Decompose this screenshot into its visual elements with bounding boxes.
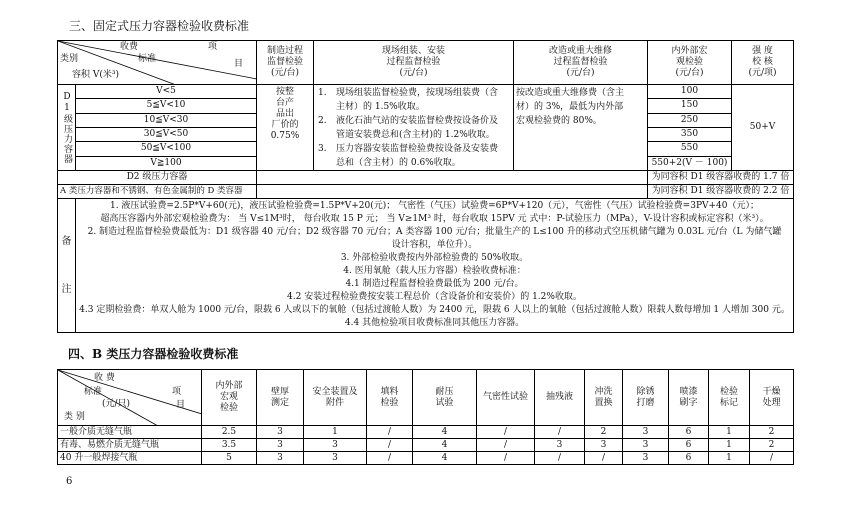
b-cell: 3: [623, 439, 669, 452]
vol-range: 50≦V<100: [76, 142, 257, 156]
b-cell: 6: [669, 426, 709, 439]
site-item-text: 现场组装监督检验费，按现场组装费（含 主材）的 1.5%收取。: [336, 88, 499, 112]
b-cell: 3: [585, 439, 623, 452]
b-row-name: 40 升一般焊接气瓶: [58, 452, 202, 465]
b-cell: /: [477, 439, 535, 452]
section-4-title: 四、B 类压力容器检验收费标准: [68, 347, 239, 361]
b-diag-standard: 标准: [84, 387, 103, 397]
page-number: 6: [66, 476, 73, 487]
notes-label: 备 注: [58, 199, 76, 333]
b-cell: 1: [709, 452, 750, 465]
notes-content: [76, 199, 794, 333]
header-diagonal-cell: [58, 41, 257, 85]
b-cell: /: [535, 452, 585, 465]
b-diag-item: 项: [172, 387, 182, 397]
note-line: 4.4 其他检验项目收费标准同其他压力容器。: [344, 318, 525, 328]
macro-fee: 550+2(V － 100): [648, 156, 732, 170]
b-diag-fee: 收 费: [94, 373, 115, 383]
note-line: 设计容积，单位升）。: [391, 240, 478, 250]
macro-fee: 150: [648, 99, 732, 113]
b-cell: 3: [257, 426, 304, 439]
diag-label-fee: 收费: [120, 42, 139, 52]
b-cell: 2.5: [202, 426, 257, 439]
b-col-header: 填料 检验: [367, 370, 413, 426]
b-cell: /: [477, 426, 535, 439]
vol-range: V<5: [76, 85, 257, 99]
b-cell: 3: [257, 452, 304, 465]
diag-label-mu: 目: [234, 59, 244, 69]
b-cell: 4: [413, 439, 477, 452]
b-cell: 4: [413, 426, 477, 439]
col-renovation: 改造或重大维修 过程监督检验 (元/台): [514, 41, 648, 85]
item-num: 2.: [318, 116, 327, 126]
section-3-title: 三、固定式压力容器检验收费标准: [69, 19, 250, 33]
note-line: 4.3 定期检验费：单双人舱为 1000 元/台，限载 6 人或以下的氧舱（包括过渡舱人数）为 2400 元，限载 6 人以上的氧舱（包括过渡舱人数）限载人数每增加 1 人增加 300 元。: [79, 305, 790, 315]
b-cell: /: [367, 452, 413, 465]
b-cell: 3: [304, 439, 367, 452]
item-num: 3.: [318, 144, 327, 154]
b-cell: 2: [585, 426, 623, 439]
strength-fee: 50+V: [732, 85, 794, 171]
b-col-header: 安全装置及 附件: [304, 370, 367, 426]
site-install-fee-cell: [314, 85, 514, 171]
note-line: 超高压容器内外部宏观检验费为： 当 V≤1M³时， 每台收取 15 P 元； 当 V≥1M³ 时，每台收取 15PV 元 式中：P-试验压力（MPa），V-设计容积或标定容积（米³）。: [100, 214, 769, 224]
b-cell: /: [367, 439, 413, 452]
col-site-install: 现场组装、安装 过程监督检验 (元/台): [314, 41, 514, 85]
b-diag-unit: (元/只): [102, 399, 131, 409]
b-cell: /: [477, 452, 535, 465]
b-col-header: 喷漆 刷字: [669, 370, 709, 426]
b-cell: 4: [413, 452, 477, 465]
b-diag-mu: 目: [176, 400, 186, 410]
diag-label-volume: 容积 V(米³): [72, 70, 119, 80]
b-cell: /: [535, 426, 585, 439]
b-cell: 2: [750, 439, 794, 452]
b-col-header: 检验 标记: [709, 370, 750, 426]
b-cell: 5: [202, 452, 257, 465]
d2-vessel-label: D2 级压力容器: [58, 171, 257, 185]
b-row-name: 一般介质无缝气瓶: [58, 426, 202, 439]
site-install-items: [316, 86, 511, 170]
b-cell: 1: [709, 439, 750, 452]
b-cell: 1: [709, 426, 750, 439]
col-fabrication: 制造过程 监督检验 (元/台): [257, 41, 314, 85]
item-num: 1.: [318, 88, 327, 98]
b-cell: 1: [304, 426, 367, 439]
macro-fee: 250: [648, 113, 732, 127]
note-line: 1. 液压试验费=2.5P*V+60(元)，液压试验检验费=1.5P*V+20(元)； 气密性（气压）试验费=6P*V+120（元），气密性（气压）试验检验费=3PV+40（元）；: [109, 201, 760, 211]
fixed-vessel-fee-table: [57, 40, 794, 333]
d2-fee-value: 为同容积 D1 级容器收费的 1.7 倍: [648, 171, 794, 185]
note-line: 3. 外部检验收费按内外部检验费的 50%收取。: [340, 253, 529, 263]
diag-label-standard: 标准: [138, 54, 157, 64]
b-diag-category: 类 别: [64, 412, 85, 422]
b-header-diagonal-cell: [58, 370, 202, 426]
b-cell: 3: [257, 439, 304, 452]
col-macro-inspection: 内外部宏 观检验 (元/台): [648, 41, 732, 85]
b-col-header: 壁厚 测定: [257, 370, 304, 426]
col-strength-check: 强 度 校 核 (元/项): [732, 41, 794, 85]
a-blank: [257, 185, 648, 199]
macro-fee: 350: [648, 127, 732, 141]
diag-label-category: 类别: [60, 54, 79, 64]
note-line: 4. 医用氧舱（载人压力容器）检验收费标准：: [343, 266, 526, 276]
vol-range: 10≦V<30: [76, 113, 257, 127]
b-row-name: 有毒、易燃介质无缝气瓶: [58, 439, 202, 452]
b-cell: /: [750, 452, 794, 465]
b-col-header: 耐压 试验: [413, 370, 477, 426]
b-col-header: 干燥 处理: [750, 370, 794, 426]
b-cell: 3: [304, 452, 367, 465]
note-line: 4.2 安装过程检验费按安装工程总价（含设备价和安装价）的 1.2%收取。: [287, 292, 582, 302]
b-cell: /: [585, 452, 623, 465]
d2-blank: [257, 171, 648, 185]
b-col-header: 气密性试验: [477, 370, 535, 426]
b-cell: 3.5: [202, 439, 257, 452]
b-col-header: 内外部 宏观 检验: [202, 370, 257, 426]
b-vessel-fee-table: [57, 369, 794, 465]
b-cell: 6: [669, 452, 709, 465]
b-cell: /: [367, 426, 413, 439]
b-cell: 3: [623, 426, 669, 439]
site-item-text: 压力容器安装监督检验费按设备及安装费 总和（含主材）的 0.6%收取。: [336, 144, 499, 168]
b-cell: 6: [669, 439, 709, 452]
diag-label-item: 项: [208, 42, 218, 52]
vol-range: V≧100: [76, 156, 257, 170]
note-line: 2. 制造过程监督检验费最低为：D1 级容器 40 元/台；D2 级容器 70 元/台；A 类容器 100 元/台；批量生产的 L≤100 升的移动式空压机储气罐为 0.03L 元/台（L 为储气罐: [87, 227, 782, 237]
a-vessel-label: A 类压力容器和不锈钢、有色金属制的 D 类容器: [58, 185, 257, 199]
b-cell: 3: [535, 439, 585, 452]
d1-vessel-label: D1级压力容器: [58, 85, 76, 171]
fabrication-fee-text: 按整 台产 品出 厂价的 0.75%: [257, 85, 314, 171]
vol-range: 30≦V<50: [76, 127, 257, 141]
vol-range: 5≦V<10: [76, 99, 257, 113]
site-item-text: 液化石油气站的安装监督检费按设备价及 管道安装费总和(含主材)的 1.2%收取。: [336, 116, 499, 140]
b-col-header: 抽残液: [535, 370, 585, 426]
note-line: 4.1 制造过程监督检验费最低为 200 元/台。: [345, 279, 524, 289]
macro-fee: 100: [648, 85, 732, 99]
renovation-fee-text: 按改造或重大维修费（含主 材）的 3%，最低为内外部 宏观检验费的 80%。: [514, 85, 648, 171]
a-fee-value: 为同容积 D1 级容器收费的 2.2 倍: [648, 185, 794, 199]
b-cell: 2: [750, 426, 794, 439]
b-col-header: 除锈 打磨: [623, 370, 669, 426]
b-cell: 3: [623, 452, 669, 465]
macro-fee: 550: [648, 142, 732, 156]
b-col-header: 冲洗 置换: [585, 370, 623, 426]
